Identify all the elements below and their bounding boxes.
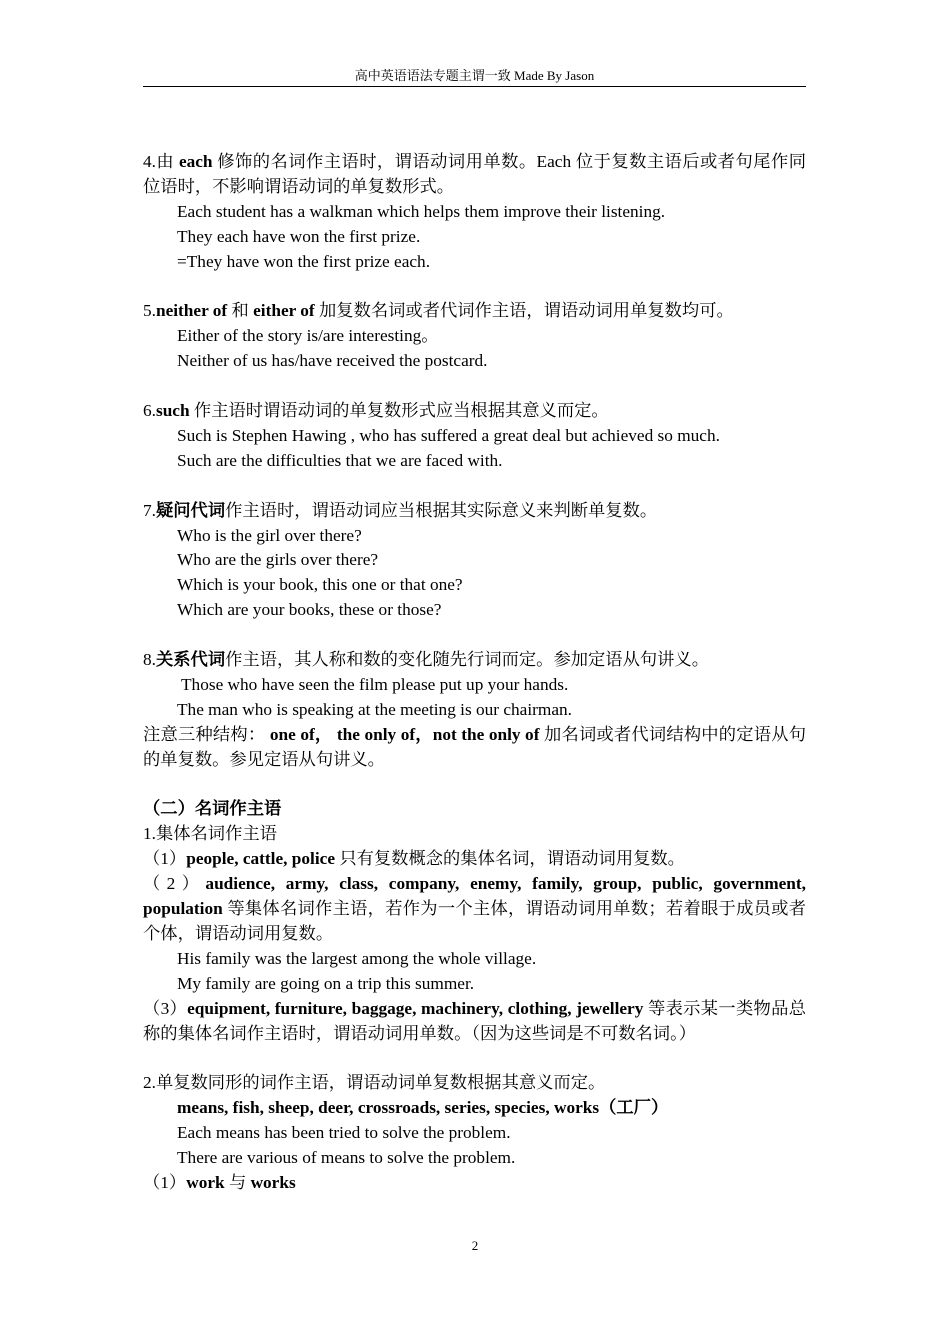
section-6-rule: 6.such 作主语时谓语动词的单复数形式应当根据其意义而定。 xyxy=(143,401,609,421)
page-number: 2 xyxy=(471,1238,479,1253)
example-sentence: They each have won the first prize. xyxy=(177,226,421,246)
page-header: 高中英语语法专题主谓一致 Made By Jason xyxy=(354,68,595,83)
example-sentence: Either of the story is/are interesting。 xyxy=(177,326,439,346)
example-sentence: There are various of means to solve the problem. xyxy=(177,1148,516,1168)
keyword-list: means, fish, sheep, deer, crossroads, series, species, works（工厂） xyxy=(177,1098,669,1118)
example-sentence: Who is the girl over there? xyxy=(177,525,362,545)
example-sentence: Neither of us has/have received the postcard. xyxy=(177,351,488,371)
example-sentence: Which are your books, these or those? xyxy=(177,600,442,620)
part-2-item-2: （2）audience, army, class, company, enemy, family, group, public, government, population 等集体名词作主语，若作为一个主体，谓语动词用单数；若着眼于成员或者个体，谓语动词用复数。 xyxy=(143,874,806,944)
example-sentence: Each student has a walkman which helps them improve their listening. xyxy=(177,201,666,221)
example-sentence: Such are the difficulties that we are faced with. xyxy=(177,450,503,470)
part-2-sub-2-item-1: （1）work 与 works xyxy=(143,1173,296,1193)
example-sentence: Such is Stephen Hawing , who has suffered a great deal but achieved so much. xyxy=(177,425,720,445)
part-2-item-3: （3）equipment, furniture, baggage, machinery, clothing, jewellery 等表示某一类物品总称的集体名词作主语时，谓语动词用单数。（因为这些词是不可数名词。） xyxy=(143,998,806,1043)
section-5-rule: 5.neither of 和 either of 加复数名词或者代词作主语，谓语动词用单复数均可。 xyxy=(143,301,734,321)
part-2-sub-2: 2.单复数同形的词作主语，谓语动词单复数根据其意义而定。 xyxy=(143,1073,606,1093)
example-sentence: Those who have seen the film please put up your hands. xyxy=(181,674,569,694)
example-sentence: Who are the girls over there? xyxy=(177,550,379,570)
section-8-note: 注意三种结构： one of， the only of，not the only of 加名词或者代词结构中的定语从句的单复数。参见定语从句讲义。 xyxy=(143,724,806,769)
header-rule xyxy=(143,86,806,87)
section-8-rule: 8.关系代词作主语，其人称和数的变化随先行词而定。参加定语从句讲义。 xyxy=(143,650,709,670)
example-sentence: Which is your book, this one or that one? xyxy=(177,575,463,595)
example-sentence: My family are going on a trip this summer. xyxy=(177,973,475,993)
part-2-item-1: （1）people, cattle, police 只有复数概念的集体名词，谓语动词用复数。 xyxy=(143,849,685,869)
section-4-rule: 4.由 each 修饰的名词作主语时，谓语动词用单数。Each 位于复数主语后或者句尾作同位语时，不影响谓语动词的单复数形式。 xyxy=(143,152,806,196)
part-2-sub-1: 1.集体名词作主语 xyxy=(143,824,277,844)
example-sentence: Each means has been tried to solve the problem. xyxy=(177,1123,511,1143)
example-sentence: His family was the largest among the whole village. xyxy=(177,948,537,968)
example-sentence: The man who is speaking at the meeting is our chairman. xyxy=(177,699,572,719)
section-7-rule: 7.疑问代词作主语时，谓语动词应当根据其实际意义来判断单复数。 xyxy=(143,500,658,520)
document-body xyxy=(143,150,806,1196)
example-sentence: =They have won the first prize each. xyxy=(177,251,431,271)
part-2-title: （二）名词作主语 xyxy=(143,799,282,819)
